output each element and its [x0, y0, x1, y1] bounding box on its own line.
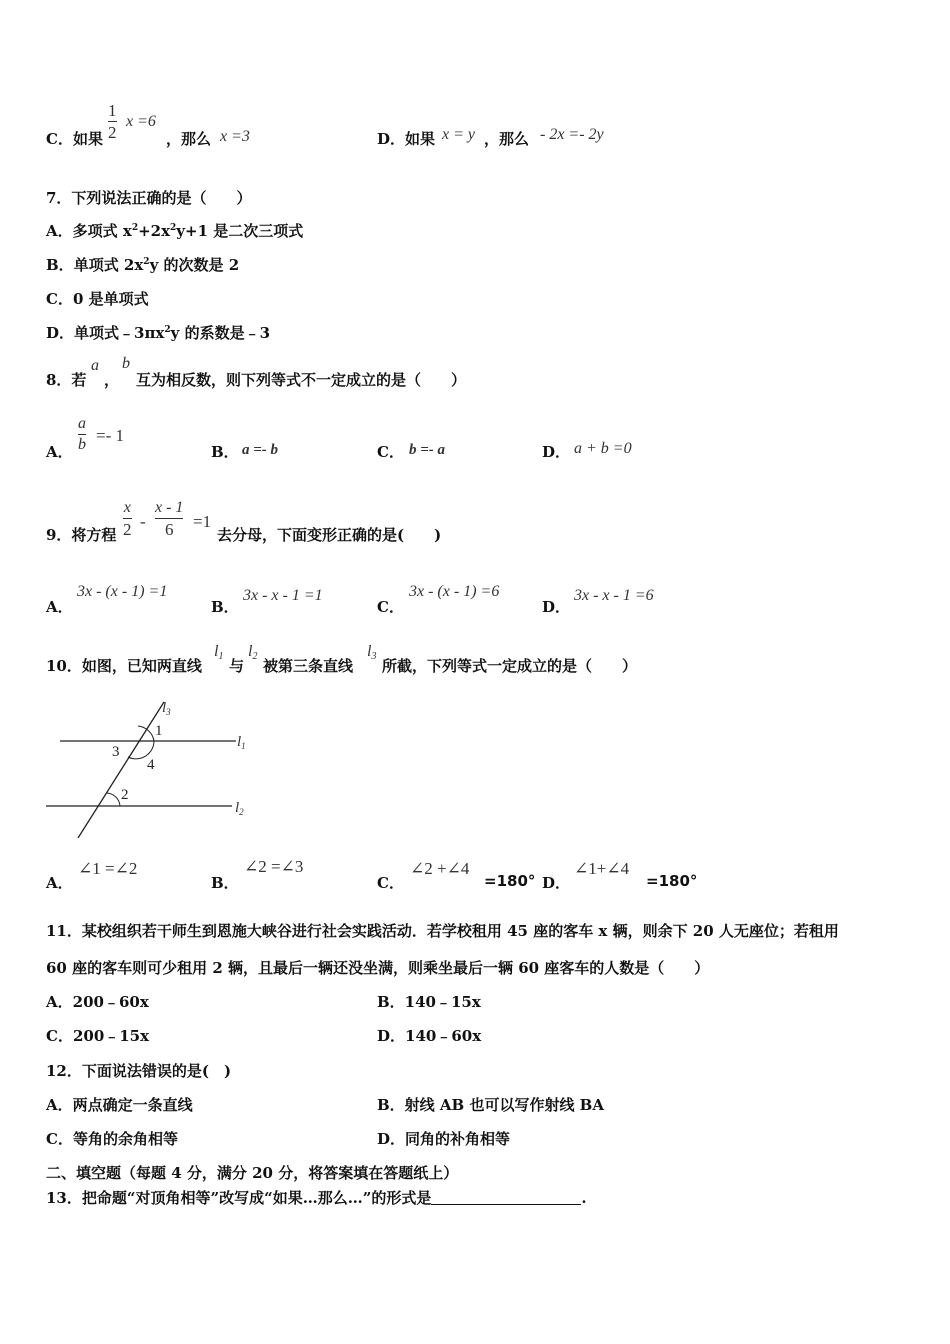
- q8-a-fraction: $\frac{a}{b}$: [78, 415, 86, 453]
- q9-option-b-label: B．: [211, 598, 239, 616]
- q6-c-result: x =3: [220, 128, 250, 145]
- q11-option-b: B．140﹣15x: [377, 993, 481, 1011]
- q8-c-expr: b =- a: [409, 442, 446, 458]
- q10-l3: $l_3$: [367, 643, 377, 662]
- q10-option-b-label: B．: [211, 874, 239, 892]
- q9-b-expr: 3x - x - 1 =1: [243, 587, 323, 604]
- q9-c-expr: 3x - (x - 1) =6: [409, 583, 500, 600]
- q6-d-equation: x = y: [442, 126, 475, 143]
- q6-option-d: D．如果: [377, 130, 436, 148]
- q7-option-a: A．多项式 $x^2+2x^2y+1$ 是二次三项式: [46, 222, 304, 240]
- q9-a-expr: 3x - (x - 1) =1: [77, 583, 168, 600]
- q11-stem-line2: 60 座的客车则可少租用 2 辆，且最后一辆还没坐满，则乘坐最后一辆 60 座客车的人数是（ ）: [46, 959, 710, 977]
- q10-option-a-label: A．: [46, 874, 73, 892]
- q9-fraction-2: $\frac{x - 1}{6}$: [155, 499, 184, 539]
- q6-option-c: C．如果: [46, 130, 103, 148]
- q10-l2: $l_2$: [248, 643, 258, 662]
- q8-a-rhs: =- 1: [96, 426, 124, 445]
- q12-option-b: B．射线 AB 也可以写作射线 BA: [377, 1096, 604, 1114]
- q10-l1: $l_1$: [214, 643, 224, 662]
- q9-number: 9．将方程: [46, 526, 117, 544]
- q7-stem: 7．下列说法正确的是（ ）: [46, 189, 252, 207]
- q9-option-a-label: A．: [46, 598, 73, 616]
- q10-number: 10．如图，已知两直线: [46, 657, 202, 675]
- q12-option-d: D．同角的补角相等: [377, 1130, 511, 1148]
- q8-d-expr: a + b =0: [574, 440, 632, 457]
- q10-d-expr: ∠1+∠4: [574, 859, 630, 878]
- q7-option-c: C．0 是单项式: [46, 290, 149, 308]
- q6-d-result: - 2x =- 2y: [540, 126, 604, 143]
- q8-option-d-label: D．: [542, 443, 571, 461]
- q12-option-c: C．等角的余角相等: [46, 1130, 178, 1148]
- q10-c-expr: ∠2 +∠4: [410, 859, 470, 878]
- q10-a-expr: ∠1 =∠2: [78, 859, 138, 878]
- q13-answer-blank[interactable]: [431, 1190, 581, 1205]
- q9-rhs: =1: [193, 512, 212, 531]
- q8-b-expr: a =- b: [242, 442, 279, 458]
- q10-figure: [40, 690, 270, 850]
- fig-angle-1: 1: [155, 723, 163, 739]
- q11-stem-line1: 11．某校组织若干师生到恩施大峡谷进行社会实践活动．若学校租用 45 座的客车 x 辆，则余下 20 人无座位；若租用: [46, 922, 839, 940]
- q6-c-then: ，那么: [166, 130, 212, 148]
- q8-number: 8．若: [46, 371, 87, 389]
- q6-c-equation: x =6: [126, 113, 156, 130]
- q10-b-expr: ∠2 =∠3: [244, 857, 304, 876]
- q8-comma: ，: [104, 371, 120, 389]
- section-2-heading: 二、填空题（每题 4 分，满分 20 分，将答案填在答题纸上）: [46, 1164, 459, 1182]
- fig-angle-4: 4: [147, 757, 155, 773]
- q9-option-d-label: D．: [542, 598, 571, 616]
- fig-angle-3: 3: [112, 744, 120, 760]
- q13-stem: 13．把命题“对顶角相等”改写成“如果…那么…”的形式是 .: [46, 1189, 587, 1207]
- fig-l2-label: $l_2$: [235, 800, 244, 817]
- q7-option-d: D．单项式$﹣3\pi x^2y$ 的系数是﹣3: [46, 324, 271, 342]
- q10-rest: 所截，下列等式一定成立的是（ ）: [382, 657, 638, 675]
- fig-l3-label: $l_3$: [162, 700, 171, 717]
- q10-d-tail: =180°: [646, 872, 698, 890]
- q11-option-c: C．200﹣15x: [46, 1027, 150, 1045]
- q12-stem: 12．下面说法错误的是( ): [46, 1062, 232, 1080]
- q8-option-b-label: B．: [211, 443, 239, 461]
- q9-rest: 去分母，下面变形正确的是( ): [217, 526, 442, 544]
- q10-option-d-label: D．: [542, 874, 571, 892]
- angle-2-arc: [106, 793, 120, 806]
- q7-option-b: B．单项式 $2x^2y$ 的次数是 2: [46, 256, 240, 274]
- q10-with: 与: [229, 657, 245, 675]
- fig-angle-2: 2: [121, 787, 129, 803]
- q6-c-fraction: $\frac{1}{2}$: [108, 101, 117, 142]
- q10-c-tail: =180°: [484, 872, 536, 890]
- q10-option-c-label: C．: [377, 874, 404, 892]
- q10-mid: 被第三条直线: [263, 657, 354, 675]
- q8-var-b: b: [122, 355, 130, 372]
- q9-option-c-label: C．: [377, 598, 404, 616]
- q8-var-a: a: [91, 357, 99, 374]
- q6-d-then: ，那么: [484, 130, 530, 148]
- q9-minus: -: [140, 512, 146, 531]
- q11-option-d: D．140﹣60x: [377, 1027, 482, 1045]
- q12-option-a: A．两点确定一条直线: [46, 1096, 193, 1114]
- q8-rest: 互为相反数，则下列等式不一定成立的是（ ）: [136, 371, 467, 389]
- q8-option-a-label: A．: [46, 443, 73, 461]
- q9-fraction-1: $\frac{x}{2}$: [123, 499, 132, 539]
- q8-option-c-label: C．: [377, 443, 404, 461]
- q11-option-a: A．200﹣60x: [46, 993, 149, 1011]
- q9-d-expr: 3x - x - 1 =6: [574, 587, 654, 604]
- fig-l1-label: $l_1$: [237, 734, 246, 751]
